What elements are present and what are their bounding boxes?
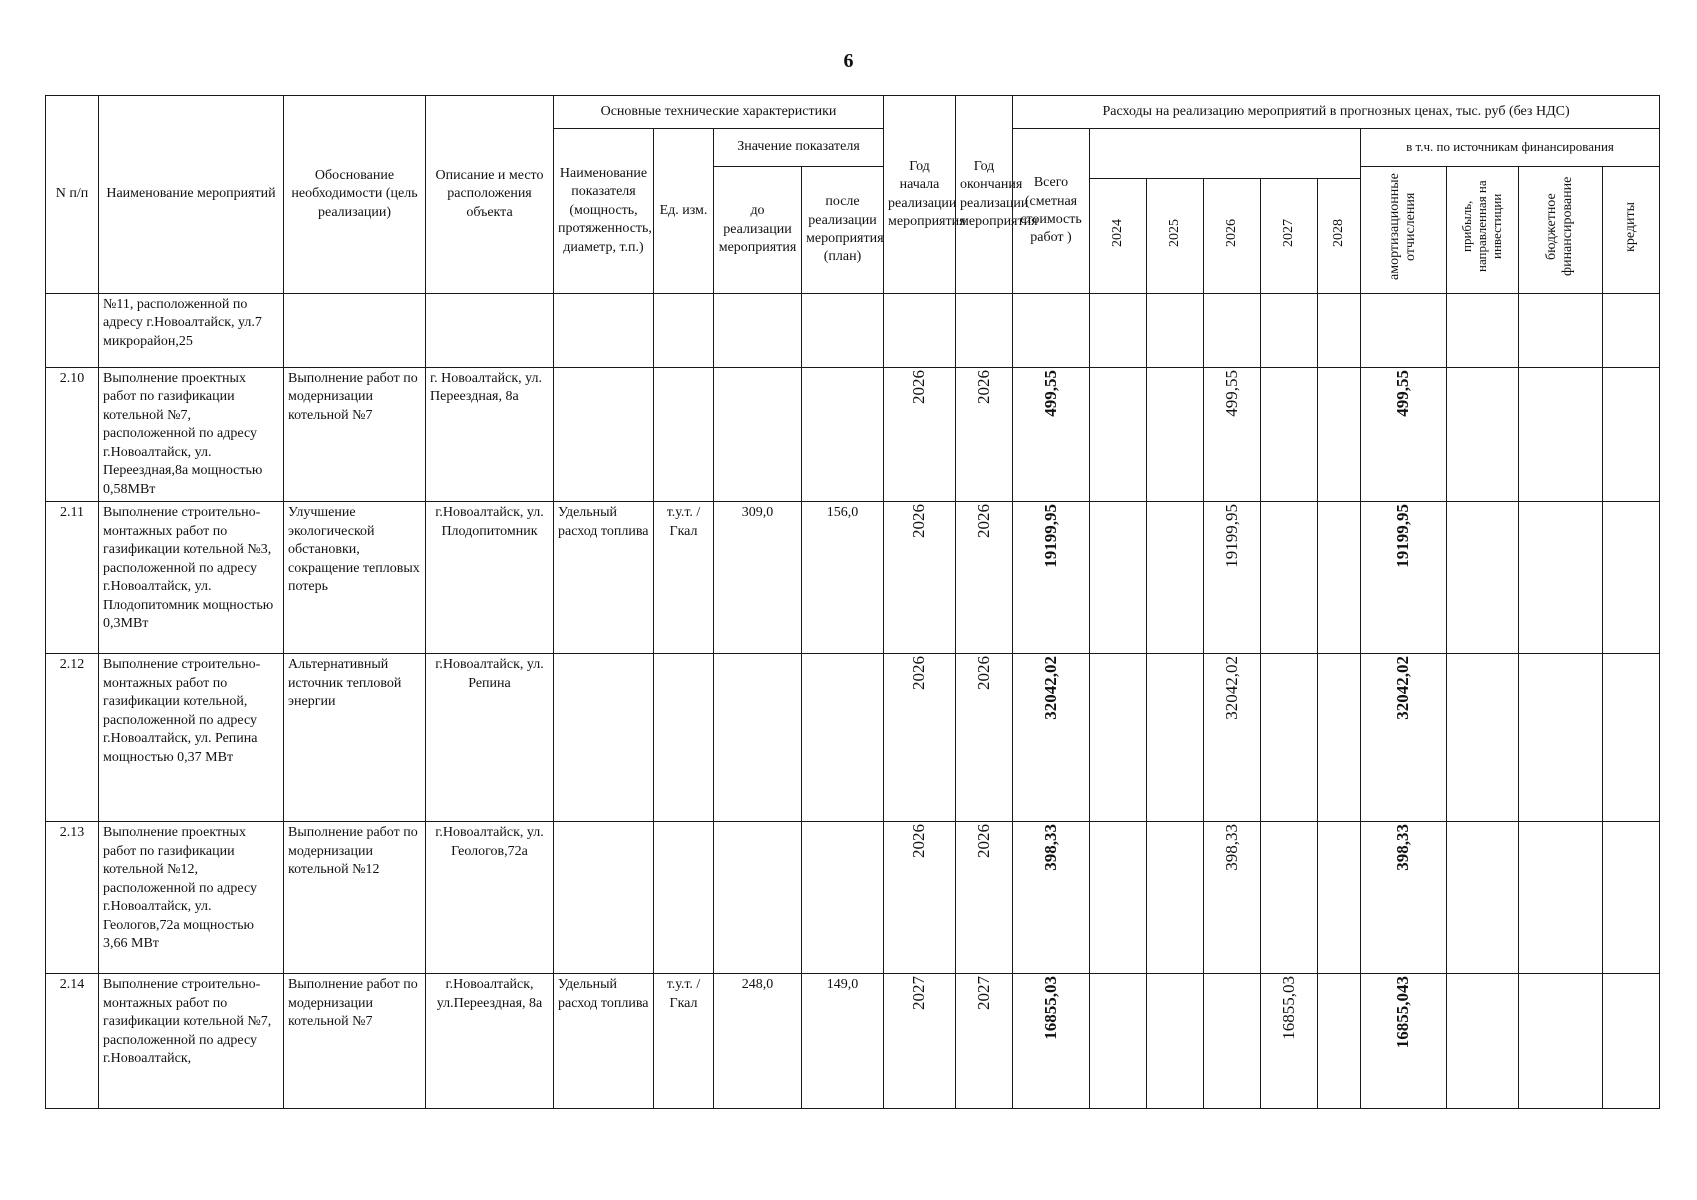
row-num: 2.10	[46, 368, 99, 502]
header-tech-group: Основные технические характеристики	[554, 96, 884, 129]
row-total: 499,55	[1013, 368, 1090, 502]
row-2027	[1261, 368, 1318, 502]
row-credits	[1603, 822, 1660, 974]
row-indicator: Удельный расход топлива	[554, 974, 654, 1109]
row-location: г.Новоалтайск, ул. Репина	[426, 654, 554, 822]
row-justification: Выполнение работ по модернизации котельной №7	[284, 368, 426, 502]
row-after: 149,0	[802, 974, 884, 1109]
row-before	[714, 654, 802, 822]
row-2024	[1090, 294, 1147, 368]
row-after	[802, 294, 884, 368]
row-name: Выполнение строительно-монтажных работ по газификации котельной №3, расположенной по адресу г.Новоалтайск, ул. Плодопитомник мощностью 0,3МВт	[99, 502, 284, 654]
row-2027	[1261, 822, 1318, 974]
header-year-end: Год окончания реализации мероприятия	[956, 96, 1013, 294]
row-unit	[654, 654, 714, 822]
row-before: 309,0	[714, 502, 802, 654]
table-row	[46, 294, 1660, 368]
row-profit	[1447, 974, 1519, 1109]
row-location: г.Новоалтайск, ул. Плодопитомник	[426, 502, 554, 654]
row-name: Выполнение строительно-монтажных работ по газификации котельной №7, расположенной по адресу г.Новоалтайск,	[99, 974, 284, 1109]
header-year-2028: 2028	[1318, 179, 1361, 294]
header-costs-group: Расходы на реализацию мероприятий в прогнозных ценах, тыс. руб (без НДС)	[1013, 96, 1660, 129]
header-total: Всего (сметная стоимость работ )	[1013, 129, 1090, 294]
row-num	[46, 294, 99, 368]
row-indicator	[554, 654, 654, 822]
row-year-start: 2026	[884, 502, 956, 654]
table-row	[46, 974, 1660, 1109]
header-sources-group: в т.ч. по источникам финансирования	[1361, 129, 1660, 167]
row-profit	[1447, 654, 1519, 822]
header-indicator-name: Наименование показателя (мощность, протяженность, диаметр, т.п.)	[554, 129, 654, 294]
row-2024	[1090, 368, 1147, 502]
row-justification: Выполнение работ по модернизации котельной №7	[284, 974, 426, 1109]
row-before	[714, 822, 802, 974]
row-after	[802, 654, 884, 822]
row-year-end: 2027	[956, 974, 1013, 1109]
row-2028	[1318, 502, 1361, 654]
row-credits	[1603, 654, 1660, 822]
row-name: Выполнение проектных работ по газификации котельной №7, расположенной по адресу г.Новоалтайск, ул. Переездная,8а мощностью 0,58МВт	[99, 368, 284, 502]
header-num: N п/п	[46, 96, 99, 294]
row-credits	[1603, 294, 1660, 368]
row-year-end: 2026	[956, 502, 1013, 654]
table-body	[46, 294, 1660, 1109]
row-before	[714, 368, 802, 502]
row-total: 16855,03	[1013, 974, 1090, 1109]
row-profit	[1447, 502, 1519, 654]
row-2025	[1147, 822, 1204, 974]
row-year-end: 2026	[956, 654, 1013, 822]
row-before: 248,0	[714, 974, 802, 1109]
row-indicator	[554, 368, 654, 502]
header-justification: Обоснование необходимости (цель реализации)	[284, 96, 426, 294]
table-row	[46, 368, 1660, 502]
header-location: Описание и место расположения объекта	[426, 96, 554, 294]
row-name: Выполнение строительно-монтажных работ по газификации котельной, расположенной по адресу г.Новоалтайск, ул. Репина мощностью 0,37 МВт	[99, 654, 284, 822]
row-2025	[1147, 368, 1204, 502]
row-2027	[1261, 502, 1318, 654]
header-name: Наименование мероприятий	[99, 96, 284, 294]
row-2024	[1090, 654, 1147, 822]
row-2028	[1318, 974, 1361, 1109]
header-year-2027: 2027	[1261, 179, 1318, 294]
row-2026: 32042,02	[1204, 654, 1261, 822]
row-year-end	[956, 294, 1013, 368]
row-budget	[1519, 654, 1603, 822]
row-amortization: 32042,02	[1361, 654, 1447, 822]
row-2026: 19199,95	[1204, 502, 1261, 654]
row-amortization: 19199,95	[1361, 502, 1447, 654]
row-2028	[1318, 822, 1361, 974]
row-num: 2.14	[46, 974, 99, 1109]
row-after	[802, 368, 884, 502]
row-2025	[1147, 974, 1204, 1109]
row-2027	[1261, 294, 1318, 368]
row-location: г.Новоалтайск, ул. Геологов,72а	[426, 822, 554, 974]
row-profit	[1447, 294, 1519, 368]
row-2028	[1318, 654, 1361, 822]
row-2028	[1318, 294, 1361, 368]
row-year-start: 2026	[884, 822, 956, 974]
row-profit	[1447, 368, 1519, 502]
row-2024	[1090, 974, 1147, 1109]
header-year-2026: 2026	[1204, 179, 1261, 294]
row-2027: 16855,03	[1261, 974, 1318, 1109]
row-justification: Улучшение экологической обстановки, сокращение тепловых потерь	[284, 502, 426, 654]
header-value-group: Значение показателя	[714, 129, 884, 167]
page-number: 6	[843, 50, 854, 72]
row-2027	[1261, 654, 1318, 822]
row-num: 2.11	[46, 502, 99, 654]
header-year-2025: 2025	[1147, 179, 1204, 294]
row-credits	[1603, 502, 1660, 654]
row-2026	[1204, 294, 1261, 368]
row-amortization	[1361, 294, 1447, 368]
row-year-start: 2027	[884, 974, 956, 1109]
row-2026: 499,55	[1204, 368, 1261, 502]
row-year-end: 2026	[956, 368, 1013, 502]
row-total: 398,33	[1013, 822, 1090, 974]
row-name: №11, расположенной по адресу г.Новоалтайск, ул.7 микрорайон,25	[99, 294, 284, 368]
row-2025	[1147, 502, 1204, 654]
row-before	[714, 294, 802, 368]
row-location	[426, 294, 554, 368]
row-year-start	[884, 294, 956, 368]
row-year-start: 2026	[884, 368, 956, 502]
row-budget	[1519, 502, 1603, 654]
row-total	[1013, 294, 1090, 368]
row-budget	[1519, 822, 1603, 974]
row-justification: Альтернативный источник тепловой энергии	[284, 654, 426, 822]
row-location: г.Новоалтайск, ул.Переездная, 8а	[426, 974, 554, 1109]
header-before: до реализации мероприятия	[714, 167, 802, 294]
row-2024	[1090, 822, 1147, 974]
row-2025	[1147, 294, 1204, 368]
row-unit	[654, 822, 714, 974]
row-indicator	[554, 822, 654, 974]
row-profit	[1447, 822, 1519, 974]
row-location: г. Новоалтайск, ул. Переездная, 8а	[426, 368, 554, 502]
row-credits	[1603, 974, 1660, 1109]
row-2026	[1204, 974, 1261, 1109]
row-budget	[1519, 974, 1603, 1109]
row-2028	[1318, 368, 1361, 502]
row-amortization: 16855,043	[1361, 974, 1447, 1109]
header-years-group	[1090, 129, 1361, 179]
header-unit: Ед. изм.	[654, 129, 714, 294]
row-unit: т.у.т. /Гкал	[654, 502, 714, 654]
row-indicator	[554, 294, 654, 368]
row-amortization: 499,55	[1361, 368, 1447, 502]
row-year-start: 2026	[884, 654, 956, 822]
row-total: 19199,95	[1013, 502, 1090, 654]
row-unit	[654, 294, 714, 368]
header-year-start: Год начала реализации мероприятия	[884, 96, 956, 294]
header-profit: прибыль, направленная на инвестиции	[1447, 167, 1519, 294]
header-credits: кредиты	[1603, 167, 1660, 294]
row-unit: т.у.т. /Гкал	[654, 974, 714, 1109]
row-amortization: 398,33	[1361, 822, 1447, 974]
row-2024	[1090, 502, 1147, 654]
row-num: 2.12	[46, 654, 99, 822]
header-amortization: амортизационные отчисления	[1361, 167, 1447, 294]
row-2026: 398,33	[1204, 822, 1261, 974]
row-indicator: Удельный расход топлива	[554, 502, 654, 654]
row-justification: Выполнение работ по модернизации котельной №12	[284, 822, 426, 974]
investment-measures-table	[45, 95, 1660, 1109]
header-budget: бюджетное финансирование	[1519, 167, 1603, 294]
row-unit	[654, 368, 714, 502]
row-budget	[1519, 368, 1603, 502]
row-justification	[284, 294, 426, 368]
header-year-2024: 2024	[1090, 179, 1147, 294]
table-row	[46, 502, 1660, 654]
row-budget	[1519, 294, 1603, 368]
row-2025	[1147, 654, 1204, 822]
table-row	[46, 654, 1660, 822]
row-total: 32042,02	[1013, 654, 1090, 822]
header-after: после реализации мероприятия (план)	[802, 167, 884, 294]
table-header	[46, 96, 1660, 294]
row-credits	[1603, 368, 1660, 502]
row-after: 156,0	[802, 502, 884, 654]
row-year-end: 2026	[956, 822, 1013, 974]
table-row	[46, 822, 1660, 974]
row-after	[802, 822, 884, 974]
row-name: Выполнение проектных работ по газификации котельной №12, расположенной по адресу г.Новоалтайск, ул. Геологов,72а мощностью 3,66 МВт	[99, 822, 284, 974]
row-num: 2.13	[46, 822, 99, 974]
